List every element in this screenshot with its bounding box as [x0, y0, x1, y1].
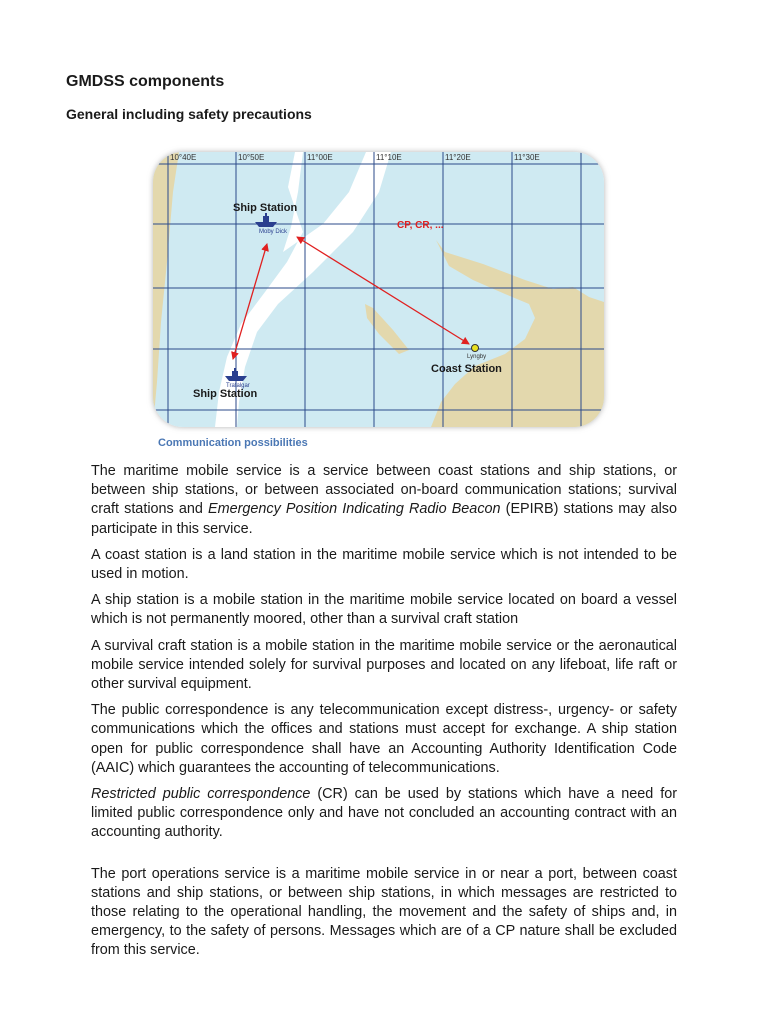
ship-station-label-bottom: Ship Station	[193, 388, 258, 400]
lon-label: 11°30E	[514, 153, 540, 162]
ship-station-label-top: Ship Station	[233, 202, 298, 214]
ship-name-top: Moby Dick	[259, 229, 288, 235]
paragraph: The public correspondence is any telecommunication except distress-, urgency- or safety communications which the offices and stations must accept for exchange. A ship station open for public correspondence shall have an Accounting Authority Identification Code (AAIC) which guarantees the accounting of telecommunications.	[91, 702, 677, 776]
paragraph-emphasis: Restricted public correspondence	[91, 786, 311, 803]
paragraph: The port operations service is a maritime mobile service in or near a port, between coast stations and ship stations, or between ship stations, in which messages are restricted to those relating to the operational handling, the movement and the safety of ships and, in emergency, to the safety of persons. Messages which are of a CP nature shall be excluded from this service.	[91, 865, 677, 959]
page-title: GMDSS components	[66, 73, 225, 90]
figure-caption: Communication possibilities	[158, 437, 308, 449]
lon-label: 11°20E	[445, 153, 471, 162]
paragraph	[91, 785, 677, 843]
paragraph: A ship station is a mobile station in the maritime mobile service located on board a vessel which is not permanently moored, other than a survival craft station	[91, 592, 677, 628]
lon-label: 11°10E	[376, 153, 402, 162]
coast-station-icon	[472, 345, 479, 352]
paragraph: A survival craft station is a mobile station in the maritime mobile service or the aeronautical mobile service intended solely for survival purposes and located on any lifeboat, life raft or other survival equipment.	[91, 637, 677, 693]
paragraph-text: (CR) can be used by stations which have a need for limited public correspondence only and have not concluded an accounting contract with an accounting authority.	[91, 786, 677, 841]
lon-label: 10°40E	[170, 153, 197, 162]
map-figure	[153, 152, 604, 427]
section-subtitle: General including safety precautions	[66, 106, 312, 122]
cp-cr-label: CP, CR, ...	[397, 220, 444, 231]
paragraph: A coast station is a land station in the maritime mobile service which is not intended to be used in motion.	[91, 546, 677, 583]
paragraph-text: The maritime mobile service is a service between coast stations and ship stations, or between ship stations, or between associated on-board communication stations; survival craft stations and	[91, 463, 677, 518]
paragraph-emphasis: Emergency Position Indicating Radio Beacon	[208, 501, 501, 518]
lon-label: 10°50E	[238, 153, 265, 162]
paragraph-text: (EPIRB) stations may also participate in this service.	[91, 501, 677, 537]
lon-label: 11°00E	[307, 153, 333, 162]
ship-name-bottom: Trafalgar	[226, 383, 250, 389]
body-text	[91, 462, 677, 968]
paragraph	[91, 462, 677, 539]
coast-station-label: Coast Station	[431, 363, 502, 375]
coast-name: Lyngby	[467, 354, 487, 360]
map-svg	[153, 152, 604, 427]
